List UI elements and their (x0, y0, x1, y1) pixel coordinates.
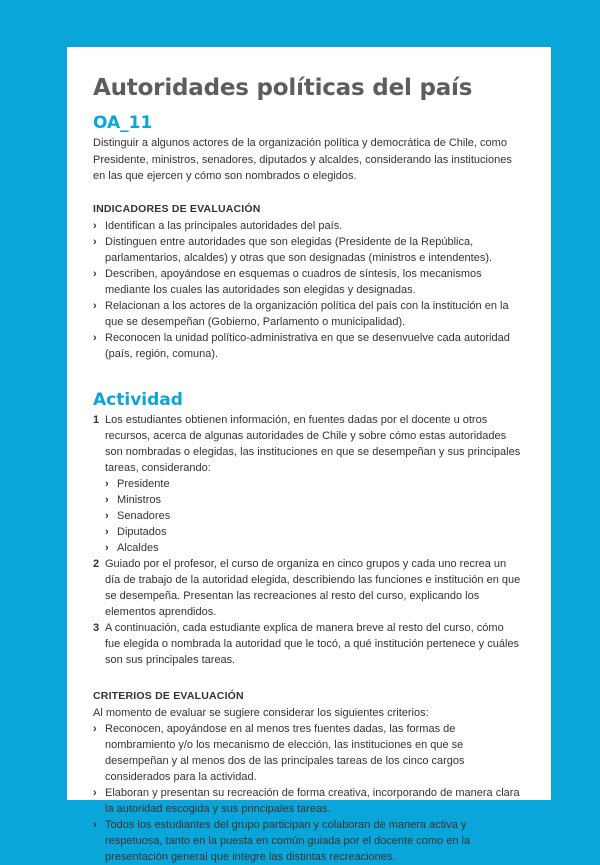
authorities-list (105, 476, 521, 556)
chevron-right-icon: › (93, 331, 97, 344)
chevron-right-icon: › (105, 541, 109, 554)
authority-label: Alcaldes (117, 541, 159, 554)
criterio-item (93, 721, 521, 785)
document-page (67, 47, 551, 863)
oa-code: OA_11 (93, 113, 153, 133)
indicador-text: Relacionan a los actores de la organización política del país con la institución en la que se desempeñan (Gobierno, Parlamento o municipalidad). (105, 299, 509, 328)
actividad-steps (93, 412, 521, 668)
chevron-right-icon: › (93, 219, 97, 232)
indicador-item (93, 218, 521, 234)
authority-item (105, 508, 521, 524)
step-text: Guiado por el profesor, el curso de organiza en cinco grupos y cada uno recrea un día de trabajo de la autoridad elegida, describiendo las funciones e institución en que se desempeña. Presentan las recreaciones al resto del curso, explicando los elementos aprendidos. (105, 557, 521, 618)
chevron-right-icon: › (93, 299, 97, 312)
authority-item (105, 492, 521, 508)
authority-label: Presidente (117, 477, 170, 490)
indicadores-list (93, 218, 521, 362)
indicador-item (93, 330, 521, 362)
criterios-heading: CRITERIOS DE EVALUACIÓN (93, 689, 244, 702)
actividad-step (93, 412, 521, 556)
step-text: A continuación, cada estudiante explica de manera breve al resto del curso, cómo fue elegida o nombrada la autoridad que le tocó, a qué institución pertenece y cuáles son sus principales tareas. (105, 621, 520, 666)
authority-item (105, 476, 521, 492)
criterio-item (93, 785, 521, 817)
criterio-text: Elaboran y presentan su recreación de forma creativa, incorporando de manera clara la autoridad escogida y sus principales tareas. (105, 787, 520, 815)
authority-label: Senadores (117, 509, 171, 522)
criterios-intro: Al momento de evaluar se sugiere considerar los siguientes criterios: (93, 706, 429, 719)
chevron-right-icon: › (105, 525, 109, 538)
criterios-list (93, 721, 521, 865)
chevron-right-icon: › (105, 477, 109, 490)
step-text: Los estudiantes obtienen información, en fuentes dadas por el docente u otros recursos, acerca de algunas autoridades de Chile y sobre cómo estas autoridades son nombradas o elegidas, las instituciones en que se desempeñan y sus principales tareas, considerando: (105, 413, 521, 474)
oa-description: Distinguir a algunos actores de la organización política y democrática de Chile, como Presidente, ministros, senadores, diputados y alcaldes, considerando las instituciones en las que ejercen y cómo son nombrados o elegidos. (93, 137, 512, 182)
indicador-text: Distinguen entre autoridades que son elegidas (Presidente de la República, parlamentarios, alcaldes) y otras que son designadas (ministros e intendentes). (105, 235, 493, 264)
authority-item (105, 524, 521, 540)
indicador-text: Describen, apoyándose en esquemas o cuadros de síntesis, los mecanismos mediante los cuales las autoridades son elegidas y designadas. (105, 267, 482, 296)
actividad-title: Actividad (93, 389, 183, 410)
authority-label: Diputados (117, 525, 167, 538)
indicador-item (93, 298, 521, 330)
authority-label: Ministros (117, 493, 162, 506)
indicadores-heading: INDICADORES DE EVALUACIÓN (93, 202, 261, 215)
chevron-right-icon: › (93, 819, 97, 831)
actividad-step (93, 620, 521, 668)
step-number: 3 (93, 621, 100, 634)
step-number: 2 (93, 557, 100, 570)
authority-item (105, 540, 521, 556)
page-title: Autoridades políticas del país (93, 75, 473, 101)
chevron-right-icon: › (93, 235, 97, 248)
step-number: 1 (93, 413, 100, 426)
chevron-right-icon: › (105, 509, 109, 522)
indicador-item (93, 234, 521, 266)
indicador-item (93, 266, 521, 298)
indicador-text: Identifican a las principales autoridades del país. (105, 219, 343, 232)
chevron-right-icon: › (93, 787, 97, 799)
criterio-text: Todos los estudiantes del grupo participan y colaboran de manera activa y respetuosa, tanto en la puesta en común guiada por el docente como en la presentación general que integre las distintas recreaciones. (105, 819, 471, 863)
chevron-right-icon: › (105, 493, 109, 506)
actividad-step (93, 556, 521, 620)
chevron-right-icon: › (93, 723, 97, 735)
indicador-text: Reconocen la unidad político-administrativa en que se desenvuelve cada autoridad (país, región, comuna). (105, 331, 510, 360)
chevron-right-icon: › (93, 267, 97, 280)
criterio-item (93, 817, 521, 865)
criterio-text: Reconocen, apoyándose en al menos tres fuentes dadas, las formas de nombramiento y/o los mecanismo de elección, las instituciones en que se desempeñan y al menos dos de las principales tareas de los cinco cargos considerados para la actividad. (105, 723, 465, 783)
